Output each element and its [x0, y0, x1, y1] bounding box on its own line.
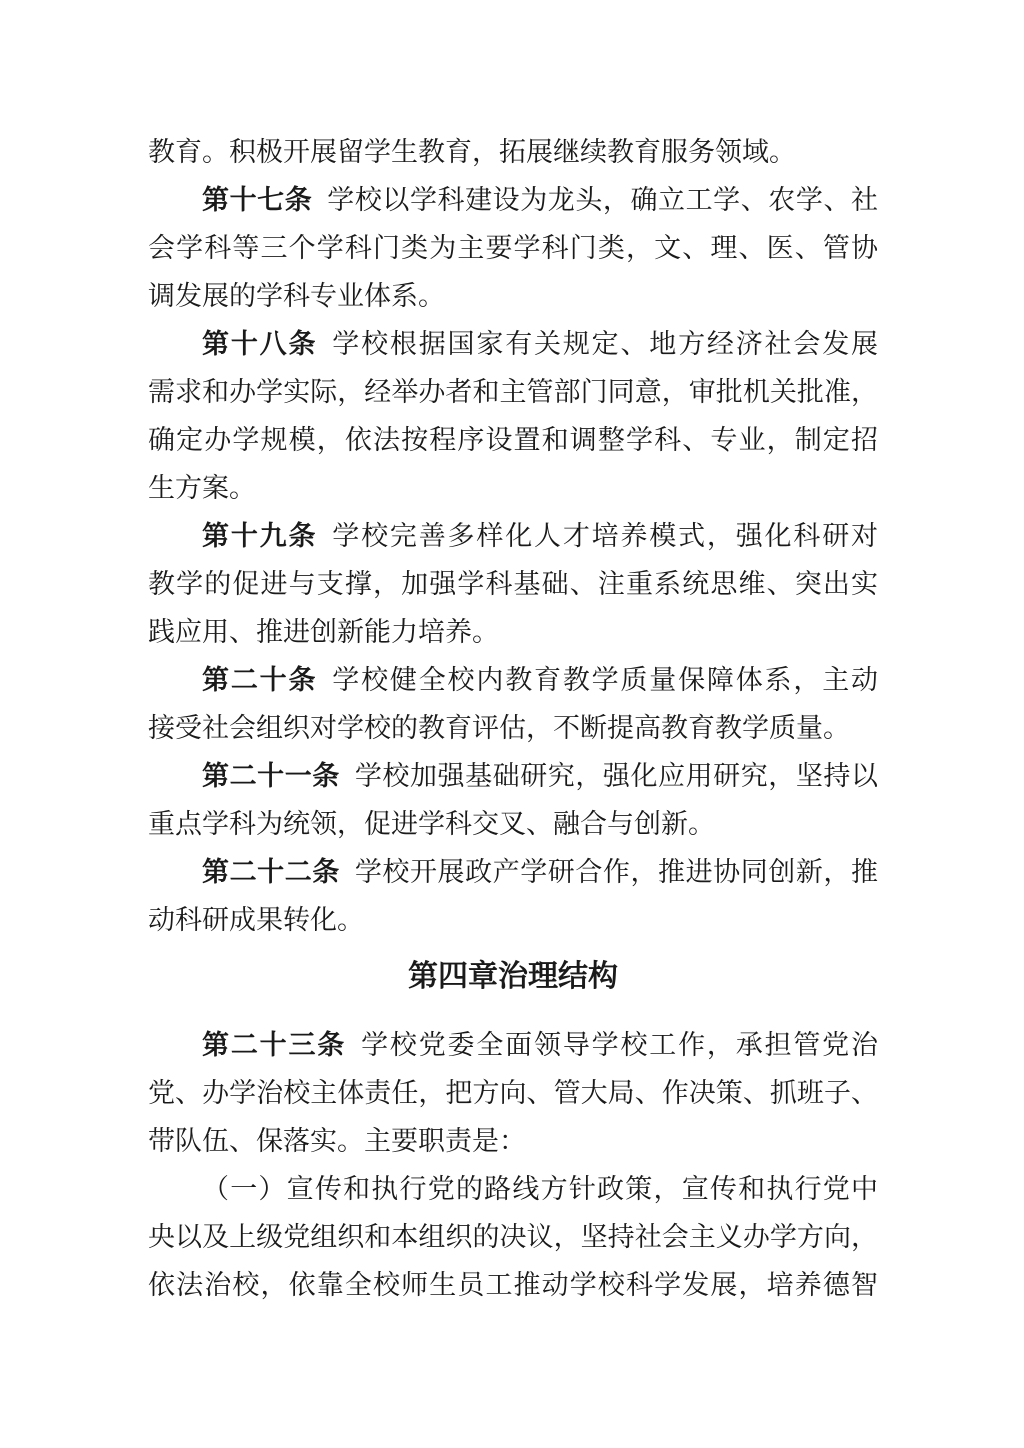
- text-line: 央以及上级党组织和本组织的决议，坚持社会主义办学方向，: [148, 1222, 878, 1252]
- article-text: 学校加强基础研究，强化应用研究，坚持以: [354, 761, 879, 791]
- article-number: 第十八条: [202, 329, 318, 359]
- text-line: [148, 320, 878, 368]
- text-line: 党、办学治校主体责任，把方向、管大局、作决策、抓班子、: [148, 1078, 878, 1108]
- article-number: 第二十一条: [202, 761, 340, 791]
- text-line: 确定办学规模，依法按程序设置和调整学科、专业，制定招: [148, 425, 878, 455]
- paragraph-article-18: [148, 320, 878, 512]
- paragraph-article-23: [148, 1021, 878, 1165]
- paragraph-article-17: [148, 176, 878, 320]
- paragraph-article-22: [148, 848, 878, 944]
- text-line: 会学科等三个学科门类为主要学科门类，文、理、医、管协: [148, 233, 878, 263]
- paragraph-continuation: [148, 128, 878, 176]
- text-line: 生方案。: [148, 473, 256, 503]
- text-line: 动科研成果转化。: [148, 905, 364, 935]
- article-number: 第二十二条: [202, 857, 340, 887]
- text-line: 教育。积极开展留学生教育，拓展继续教育服务领域。: [148, 137, 796, 167]
- text-line: 调发展的学科专业体系。: [148, 281, 445, 311]
- text-line: 接受社会组织对学校的教育评估，不断提高教育教学质量。: [148, 713, 850, 743]
- article-text: 学校开展政产学研合作，推进协同创新，推: [354, 857, 879, 887]
- text-line: 重点学科为统领，促进学科交叉、融合与创新。: [148, 809, 715, 839]
- text-line: 需求和办学实际，经举办者和主管部门同意，审批机关批准，: [148, 377, 878, 407]
- text-line: [148, 1021, 878, 1069]
- paragraph-article-21: [148, 752, 878, 848]
- text-line: [148, 512, 878, 560]
- article-number: 第十七条: [202, 185, 313, 215]
- text-line: [148, 656, 878, 704]
- article-text: 学校健全校内教育教学质量保障体系，主动: [332, 665, 879, 695]
- article-text: 学校完善多样化人才培养模式，强化科研对: [332, 521, 879, 551]
- article-text: 学校党委全面领导学校工作，承担管党治: [361, 1030, 879, 1060]
- text-line: 带队伍、保落实。主要职责是：: [148, 1126, 526, 1156]
- text-line: 依法治校，依靠全校师生员工推动学校科学发展，培养德智: [148, 1270, 878, 1300]
- text-line: [148, 176, 878, 224]
- paragraph-article-20: [148, 656, 878, 752]
- article-number: 第二十三条: [202, 1030, 347, 1060]
- text-line: [148, 848, 878, 896]
- article-number: 第十九条: [202, 521, 318, 551]
- article-text: 学校根据国家有关规定、地方经济社会发展: [332, 329, 879, 359]
- paragraph-article-19: [148, 512, 878, 656]
- text-line: 教学的促进与支撑，加强学科基础、注重系统思维、突出实: [148, 569, 878, 599]
- text-line: 践应用、推进创新能力培养。: [148, 617, 499, 647]
- text-line: （一）宣传和执行党的路线方针政策，宣传和执行党中: [202, 1174, 878, 1204]
- chapter-heading: 第四章治理结构: [408, 960, 618, 993]
- paragraph-item-1: [148, 1165, 878, 1309]
- text-line: [148, 752, 878, 800]
- article-text: 学校以学科建设为龙头，确立工学、农学、社: [327, 185, 879, 215]
- article-number: 第二十条: [202, 665, 318, 695]
